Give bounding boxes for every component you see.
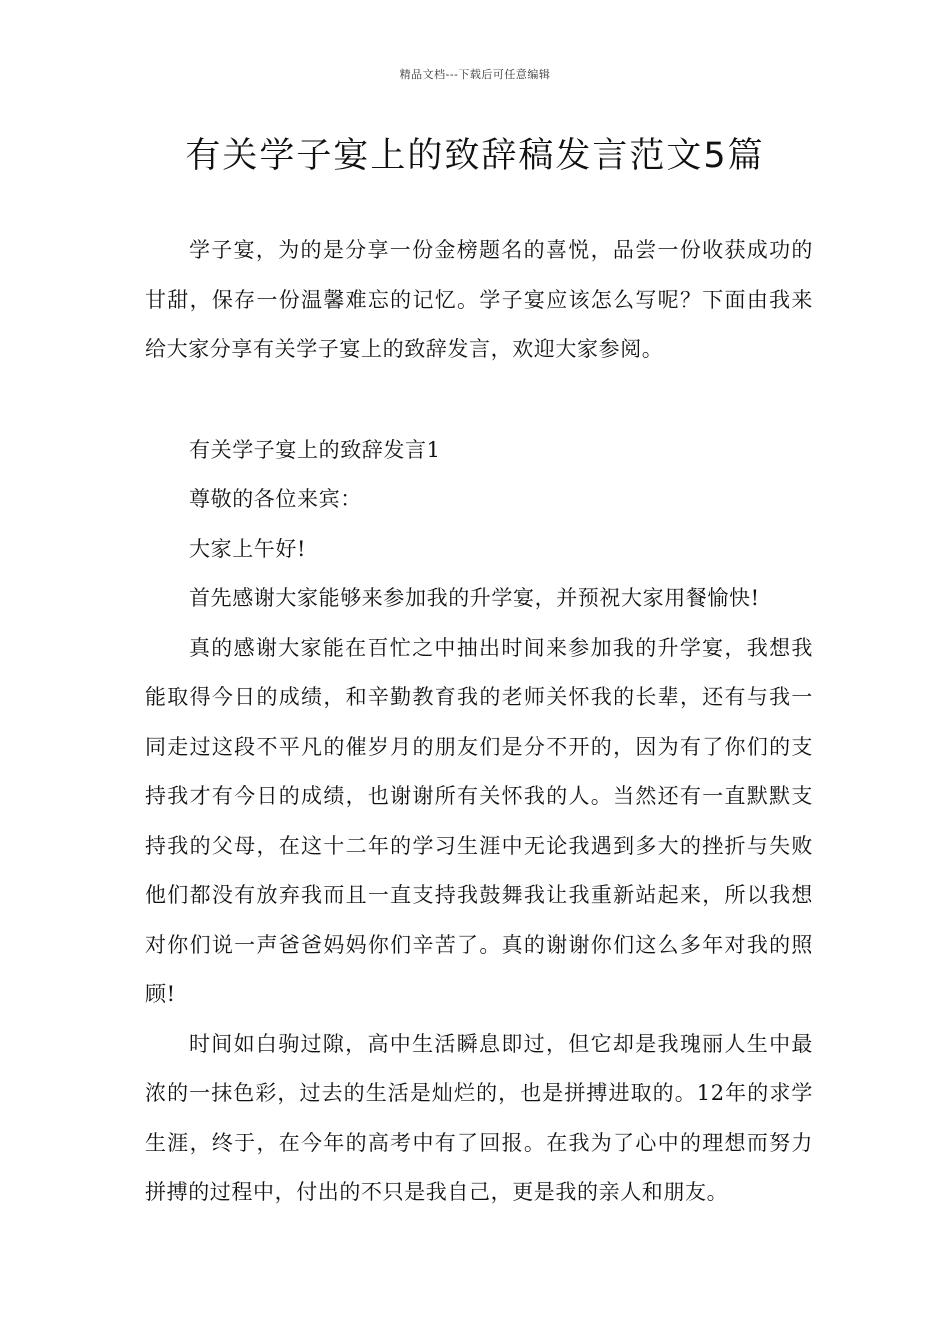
greeting-paragraph: 尊敬的各位来宾：	[189, 487, 362, 511]
header-note: 精品文档---下载后可任意编辑	[399, 68, 551, 81]
document-title: 有关学子宴上的致辞稿发言范文5篇	[185, 136, 765, 176]
paragraph-gap	[145, 375, 813, 426]
body-paragraph-1: 真的感谢大家能在百忙之中抽出时间来参加我的升学宴，我想我能取得今日的成绩，和辛勤教育我的老师关怀我的长辈，还有与我一同走过这段不平凡的催岁月的朋友们是分不开的，因为有了你们的支持我才有今日的成绩，也谢谢所有关怀我的人。当然还有一直默默支持我的父母，在这十二年的学习生涯中无论我遇到多大的挫折与失败他们都没有放弃我而且一直支持我鼓舞我让我重新站起来，所以我想对你们说一声爸爸妈妈你们辛苦了。真的谢谢你们这么多年对我的照顾!	[145, 635, 813, 1006]
section-heading: 有关学子宴上的致辞发言1	[189, 437, 441, 462]
hello-paragraph: 大家上午好!	[189, 536, 307, 561]
body-paragraph-2: 时间如白驹过隙，高中生活瞬息即过，但它却是我瑰丽人生中最浓的一抹色彩，过去的生活是灿烂的，也是拼搏进取的。12年的求学生涯，终于，在今年的高考中有了回报。在我为了心中的理想而努力拼搏的过程中，付出的不只是我自己，更是我的亲人和朋友。	[145, 1031, 813, 1204]
intro-paragraph: 学子宴，为的是分享一份金榜题名的喜悦，品尝一份收获成功的甘甜，保存一份温馨难忘的记忆。学子宴应该怎么写呢？下面由我来给大家分享有关学子宴上的致辞发言，欢迎大家参阅。	[145, 238, 813, 361]
thanks-paragraph: 首先感谢大家能够来参加我的升学宴，并预祝大家用餐愉快!	[189, 586, 760, 610]
document-body	[145, 226, 813, 1218]
